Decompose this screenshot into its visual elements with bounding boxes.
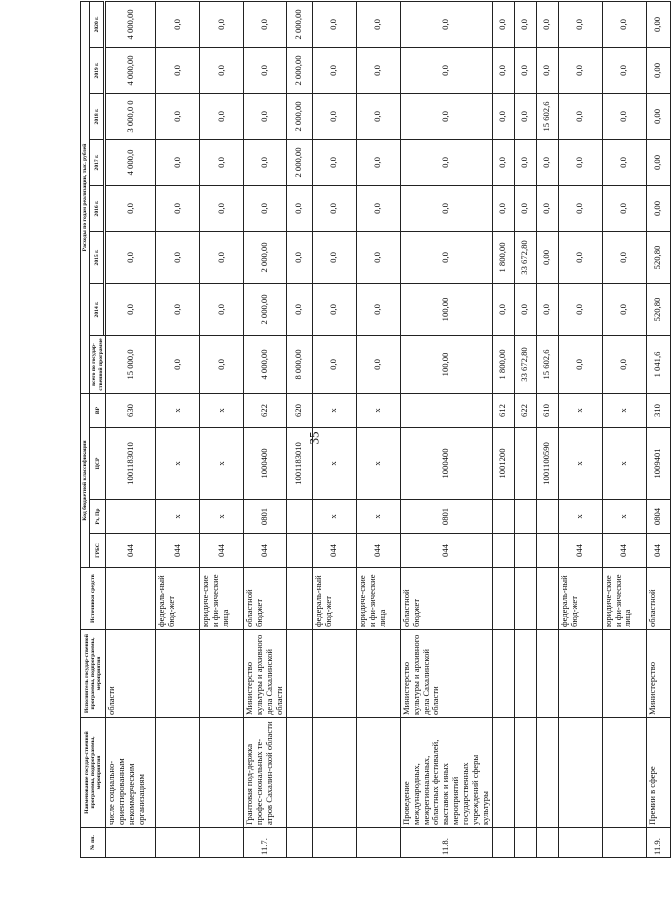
cell-name bbox=[492, 718, 514, 828]
cell-year-value: 0,0 bbox=[492, 48, 514, 94]
cell-year-value: 0,0 bbox=[106, 186, 156, 232]
cell-year-value: 520,80 bbox=[646, 232, 670, 284]
cell-num bbox=[558, 828, 602, 858]
cell-executor bbox=[492, 630, 514, 718]
cell-rzpr: 0801 bbox=[400, 500, 492, 534]
table-row bbox=[200, 1, 244, 857]
cell-num bbox=[156, 828, 200, 858]
cell-year-value: 0,0 bbox=[400, 48, 492, 94]
cell-executor bbox=[356, 630, 400, 718]
cell-year-value: 0,0 bbox=[536, 48, 558, 94]
cell-source bbox=[492, 568, 514, 630]
cell-vr: x bbox=[356, 394, 400, 428]
cell-year-value: 0,0 bbox=[602, 48, 646, 94]
cell-year-value: 3 000,0 0 bbox=[106, 94, 156, 140]
cell-year-value: 0,0 bbox=[356, 48, 400, 94]
cell-rzpr bbox=[492, 500, 514, 534]
cell-source bbox=[514, 568, 536, 630]
cell-year-value: 0,0 bbox=[200, 232, 244, 284]
cell-year-value: 0,0 bbox=[244, 48, 287, 94]
cell-source: юридиче-ские и фи-зические лица bbox=[602, 568, 646, 630]
cell-year-value: 0,0 bbox=[200, 284, 244, 336]
cell-source: федераль-ный бюд-жет bbox=[558, 568, 602, 630]
table-body bbox=[106, 1, 670, 857]
cell-csr: 1009401 bbox=[646, 428, 670, 500]
header-year: 2019 г. bbox=[90, 48, 104, 94]
cell-vr: 622 bbox=[514, 394, 536, 428]
cell-year-value: 0,0 bbox=[514, 48, 536, 94]
cell-vr: 310 bbox=[646, 394, 670, 428]
cell-year-value: 0,0 bbox=[514, 1, 536, 47]
cell-name bbox=[200, 718, 244, 828]
cell-year-value: 0,0 bbox=[312, 284, 356, 336]
cell-rzpr: x bbox=[356, 500, 400, 534]
cell-total: 8 000,00 bbox=[286, 336, 312, 394]
cell-year-value: 0,0 bbox=[514, 284, 536, 336]
cell-vr: 610 bbox=[536, 394, 558, 428]
cell-year-value: 1 800,00 bbox=[492, 232, 514, 284]
header-csr: ЦСР bbox=[90, 428, 106, 500]
table-row bbox=[244, 1, 287, 857]
cell-year-value: 0,0 bbox=[602, 94, 646, 140]
cell-executor bbox=[286, 630, 312, 718]
header-rzpr: Рз, Пр bbox=[90, 500, 106, 534]
cell-year-value: 0,0 bbox=[558, 140, 602, 186]
cell-year-value: 0,0 bbox=[492, 94, 514, 140]
cell-year-value: 0,0 bbox=[356, 186, 400, 232]
cell-grbs: 044 bbox=[200, 534, 244, 568]
cell-year-value: 0,0 bbox=[244, 1, 287, 47]
cell-year-value: 0,0 bbox=[356, 1, 400, 47]
cell-name bbox=[536, 718, 558, 828]
cell-year-value: 0,0 bbox=[156, 94, 200, 140]
cell-source: юридиче-ские и фи-зические лица bbox=[200, 568, 244, 630]
cell-total: 15 602,6 bbox=[536, 336, 558, 394]
cell-year-value: 2 000,00 bbox=[286, 94, 312, 140]
cell-num bbox=[514, 828, 536, 858]
cell-year-value: 0,00 bbox=[646, 1, 670, 47]
cell-year-value: 0,00 bbox=[646, 94, 670, 140]
cell-grbs bbox=[286, 534, 312, 568]
cell-year-value: 100,00 bbox=[400, 284, 492, 336]
cell-num: 11.9. bbox=[646, 828, 670, 858]
cell-year-value: 0,0 bbox=[356, 284, 400, 336]
cell-year-value: 0,0 bbox=[602, 1, 646, 47]
cell-year-value: 0,0 bbox=[312, 232, 356, 284]
cell-year-value: 0,0 bbox=[536, 140, 558, 186]
cell-year-value: 0,0 bbox=[558, 186, 602, 232]
cell-vr: x bbox=[602, 394, 646, 428]
header-vr: ВР bbox=[90, 394, 106, 428]
cell-year-value: 0,0 bbox=[286, 232, 312, 284]
cell-year-value: 0,0 bbox=[558, 1, 602, 47]
cell-csr: x bbox=[156, 428, 200, 500]
cell-year-value: 0,0 bbox=[200, 1, 244, 47]
cell-year-value: 2 000,00 bbox=[244, 232, 287, 284]
cell-year-value: 0,0 bbox=[558, 48, 602, 94]
cell-rzpr: 0804 bbox=[646, 500, 670, 534]
cell-year-value: 0,0 bbox=[200, 48, 244, 94]
cell-year-value: 0,0 bbox=[156, 284, 200, 336]
cell-total: 0,0 bbox=[156, 336, 200, 394]
cell-year-value: 0,0 bbox=[536, 186, 558, 232]
cell-name bbox=[312, 718, 356, 828]
cell-rzpr: x bbox=[558, 500, 602, 534]
cell-source: федераль-ный бюд-жет bbox=[312, 568, 356, 630]
cell-year-value: 0,0 bbox=[312, 1, 356, 47]
cell-name: Проведение международных, межрегиональных, областных фестивалей, выставок и иных мероприятий государственных учреждений сферы культуры bbox=[400, 718, 492, 828]
cell-year-value: 2 000,00 bbox=[286, 140, 312, 186]
cell-rzpr: x bbox=[312, 500, 356, 534]
cell-name bbox=[602, 718, 646, 828]
cell-vr: 622 bbox=[244, 394, 287, 428]
cell-grbs bbox=[514, 534, 536, 568]
cell-total: 33 672,80 bbox=[514, 336, 536, 394]
header-year: 2020 г. bbox=[90, 1, 104, 47]
cell-year-value: 0,0 bbox=[244, 140, 287, 186]
cell-year-value: 0,00 bbox=[646, 48, 670, 94]
cell-grbs bbox=[536, 534, 558, 568]
cell-source: юридиче-ские и фи-зические лица bbox=[356, 568, 400, 630]
table-row bbox=[356, 1, 400, 857]
cell-year-value: 0,0 bbox=[400, 140, 492, 186]
cell-year-value: 0,0 bbox=[312, 48, 356, 94]
cell-source: федераль-ный бюд-жет bbox=[156, 568, 200, 630]
cell-year-value: 2 000,00 bbox=[244, 284, 287, 336]
cell-executor: Министерство культуры и архивного дела Сахалинской области bbox=[244, 630, 287, 718]
cell-num bbox=[106, 828, 156, 858]
cell-total: 0,0 bbox=[200, 336, 244, 394]
table-row bbox=[400, 1, 492, 857]
cell-year-value: 0,0 bbox=[536, 284, 558, 336]
table-row bbox=[492, 1, 514, 857]
cell-year-value: 0,0 bbox=[312, 94, 356, 140]
cell-name bbox=[558, 718, 602, 828]
cell-grbs: 044 bbox=[156, 534, 200, 568]
cell-executor bbox=[156, 630, 200, 718]
cell-total: 15 000,0 bbox=[106, 336, 156, 394]
cell-year-value: 33 672,80 bbox=[514, 232, 536, 284]
cell-year-value: 4 000,0 bbox=[106, 140, 156, 186]
cell-executor bbox=[558, 630, 602, 718]
cell-name: Премии в сфере bbox=[646, 718, 670, 828]
cell-year-value: 0,0 bbox=[492, 1, 514, 47]
rotated-table-page bbox=[80, 9, 663, 858]
cell-name: Грантовая под-держка профес-сиональных те-атров Сахалин-ской области bbox=[244, 718, 287, 828]
cell-year-value: 4 000,00 bbox=[106, 48, 156, 94]
cell-vr: 612 bbox=[492, 394, 514, 428]
table-row bbox=[558, 1, 602, 857]
cell-source bbox=[286, 568, 312, 630]
cell-source: областной bbox=[646, 568, 670, 630]
cell-year-value: 0,00 bbox=[536, 232, 558, 284]
cell-year-value: 0,0 bbox=[312, 140, 356, 186]
cell-year-value: 0,0 bbox=[356, 140, 400, 186]
cell-year-value: 0,0 bbox=[492, 186, 514, 232]
cell-vr bbox=[400, 394, 492, 428]
cell-rzpr bbox=[536, 500, 558, 534]
header-grbs: ГРБС bbox=[90, 534, 106, 568]
header-total: всего по государ-ственной программе bbox=[90, 336, 106, 394]
cell-year-value: 0,0 bbox=[558, 284, 602, 336]
cell-year-value: 2 000,00 bbox=[286, 48, 312, 94]
cell-num: 11.7. bbox=[244, 828, 287, 858]
cell-year-value: 0,0 bbox=[156, 140, 200, 186]
cell-name: числе социально-ориентированным некоммерческим организациям bbox=[106, 718, 156, 828]
cell-year-value: 0,0 bbox=[514, 140, 536, 186]
cell-year-value: 0,0 bbox=[356, 232, 400, 284]
cell-year-value: 0,0 bbox=[602, 232, 646, 284]
cell-executor bbox=[602, 630, 646, 718]
cell-num bbox=[356, 828, 400, 858]
cell-year-value: 4 000,00 bbox=[106, 1, 156, 47]
cell-year-value: 2 000,00 bbox=[286, 1, 312, 47]
cell-year-value: 0,0 bbox=[400, 1, 492, 47]
table-row bbox=[156, 1, 200, 857]
cell-num bbox=[536, 828, 558, 858]
cell-name bbox=[514, 718, 536, 828]
cell-year-value: 0,0 bbox=[602, 140, 646, 186]
cell-csr: x bbox=[200, 428, 244, 500]
cell-grbs: 044 bbox=[356, 534, 400, 568]
cell-num bbox=[286, 828, 312, 858]
cell-rzpr bbox=[514, 500, 536, 534]
table-row bbox=[312, 1, 356, 857]
header-year: 2014 г. bbox=[90, 284, 104, 336]
header-num: № пп. bbox=[81, 828, 106, 858]
cell-year-value: 0,0 bbox=[286, 284, 312, 336]
cell-grbs: 044 bbox=[312, 534, 356, 568]
cell-csr: 1001183010 bbox=[106, 428, 156, 500]
cell-year-value: 0,0 bbox=[106, 232, 156, 284]
cell-year-value: 0,0 bbox=[514, 94, 536, 140]
cell-year-value: 0,0 bbox=[400, 186, 492, 232]
cell-executor: области bbox=[106, 630, 156, 718]
cell-executor bbox=[312, 630, 356, 718]
cell-name bbox=[286, 718, 312, 828]
cell-rzpr bbox=[106, 500, 156, 534]
cell-csr: x bbox=[602, 428, 646, 500]
cell-csr: x bbox=[356, 428, 400, 500]
cell-rzpr: x bbox=[602, 500, 646, 534]
cell-year-value: 0,0 bbox=[156, 48, 200, 94]
header-kbk: Код бюджетной классификации bbox=[81, 394, 90, 568]
cell-executor bbox=[536, 630, 558, 718]
cell-year-value: 0,0 bbox=[244, 186, 287, 232]
budget-table bbox=[80, 1, 671, 858]
cell-grbs: 044 bbox=[602, 534, 646, 568]
cell-rzpr: x bbox=[156, 500, 200, 534]
header-year: 2015 г. bbox=[90, 232, 104, 284]
cell-year-value: 0,00 bbox=[646, 140, 670, 186]
table-row bbox=[536, 1, 558, 857]
cell-rzpr: 0801 bbox=[244, 500, 287, 534]
cell-rzpr bbox=[286, 500, 312, 534]
header-source: Источники средств bbox=[81, 568, 106, 630]
table-row bbox=[286, 1, 312, 857]
cell-year-value: 0,0 bbox=[200, 186, 244, 232]
cell-csr: x bbox=[312, 428, 356, 500]
cell-year-value: 0,0 bbox=[400, 232, 492, 284]
cell-source bbox=[536, 568, 558, 630]
header-year: 2017 г. bbox=[90, 140, 104, 186]
cell-year-value: 0,0 bbox=[156, 186, 200, 232]
cell-executor: Министерство культуры и архивного дела Сахалинской области bbox=[400, 630, 492, 718]
cell-source: областной бюджет bbox=[400, 568, 492, 630]
cell-year-value: 0,0 bbox=[492, 140, 514, 186]
cell-year-value: 0,0 bbox=[106, 284, 156, 336]
cell-year-value: 0,0 bbox=[356, 94, 400, 140]
cell-grbs: 044 bbox=[400, 534, 492, 568]
cell-name bbox=[156, 718, 200, 828]
cell-year-value: 0,0 bbox=[200, 94, 244, 140]
cell-total: 1 041,6 bbox=[646, 336, 670, 394]
cell-year-value: 0,0 bbox=[286, 186, 312, 232]
cell-year-value: 0,0 bbox=[156, 1, 200, 47]
cell-vr: 620 bbox=[286, 394, 312, 428]
cell-total: 100,00 bbox=[400, 336, 492, 394]
cell-csr: 1000400 bbox=[400, 428, 492, 500]
cell-num bbox=[312, 828, 356, 858]
cell-year-value: 0,0 bbox=[558, 94, 602, 140]
cell-num: 11.8. bbox=[400, 828, 492, 858]
cell-num bbox=[492, 828, 514, 858]
cell-name bbox=[356, 718, 400, 828]
cell-year-value: 15 602,6 bbox=[536, 94, 558, 140]
cell-grbs: 044 bbox=[244, 534, 287, 568]
cell-csr: x bbox=[558, 428, 602, 500]
cell-source bbox=[106, 568, 156, 630]
cell-grbs: 044 bbox=[106, 534, 156, 568]
cell-grbs bbox=[492, 534, 514, 568]
cell-year-value: 0,00 bbox=[646, 186, 670, 232]
header-year: 2016 г. bbox=[90, 186, 104, 232]
cell-year-value: 0,0 bbox=[558, 232, 602, 284]
cell-year-value: 520,80 bbox=[646, 284, 670, 336]
cell-vr: x bbox=[312, 394, 356, 428]
cell-executor bbox=[200, 630, 244, 718]
table-row bbox=[646, 1, 670, 857]
cell-grbs: 044 bbox=[646, 534, 670, 568]
cell-num bbox=[200, 828, 244, 858]
cell-csr: 1001183010 bbox=[286, 428, 312, 500]
header-name: Наименование государ-ственной программы, подпрограммы, мероприятия bbox=[81, 718, 106, 828]
cell-total: 4 000,00 bbox=[244, 336, 287, 394]
cell-total: 0,0 bbox=[356, 336, 400, 394]
cell-executor bbox=[514, 630, 536, 718]
cell-year-value: 0,0 bbox=[536, 1, 558, 47]
cell-rzpr: x bbox=[200, 500, 244, 534]
cell-num bbox=[602, 828, 646, 858]
cell-year-value: 0,0 bbox=[156, 232, 200, 284]
page-number: 35 bbox=[306, 431, 322, 445]
cell-year-value: 0,0 bbox=[244, 94, 287, 140]
cell-vr: 630 bbox=[106, 394, 156, 428]
cell-grbs: 044 bbox=[558, 534, 602, 568]
table-row bbox=[514, 1, 536, 857]
header-year: 2018 г. bbox=[90, 94, 104, 140]
cell-total: 1 800,00 bbox=[492, 336, 514, 394]
cell-year-value: 0,0 bbox=[200, 140, 244, 186]
cell-total: 0,0 bbox=[558, 336, 602, 394]
cell-vr: x bbox=[200, 394, 244, 428]
cell-csr bbox=[514, 428, 536, 500]
table-row bbox=[602, 1, 646, 857]
cell-year-value: 0,0 bbox=[312, 186, 356, 232]
header-executor: Исполнитель государ-ственной программы, подпрограммы, мероприятия bbox=[81, 630, 106, 718]
cell-vr: x bbox=[558, 394, 602, 428]
cell-year-value: 0,0 bbox=[602, 186, 646, 232]
table-row bbox=[106, 1, 156, 857]
cell-total: 0,0 bbox=[312, 336, 356, 394]
cell-source: областной бюджет bbox=[244, 568, 287, 630]
cell-csr: 1000400 bbox=[244, 428, 287, 500]
cell-vr: x bbox=[156, 394, 200, 428]
cell-csr: 1001200 bbox=[492, 428, 514, 500]
cell-year-value: 0,0 bbox=[492, 284, 514, 336]
cell-csr: 1001100590 bbox=[536, 428, 558, 500]
cell-year-value: 0,0 bbox=[514, 186, 536, 232]
cell-year-value: 0,0 bbox=[602, 284, 646, 336]
cell-executor: Министерство bbox=[646, 630, 670, 718]
header-expenses: Расходы по годам реализации, тыс. рублей bbox=[81, 1, 90, 393]
cell-total: 0,0 bbox=[602, 336, 646, 394]
cell-year-value: 0,0 bbox=[400, 94, 492, 140]
